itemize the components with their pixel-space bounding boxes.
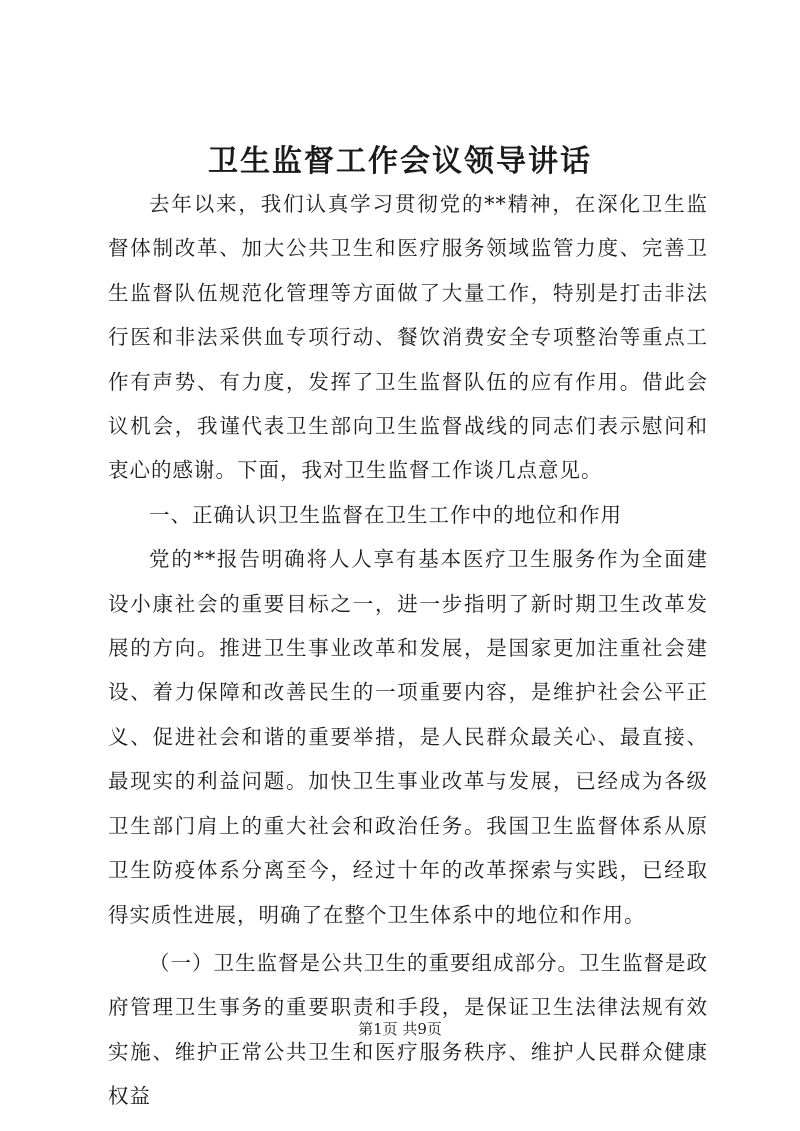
section-heading-1: 一、正确认识卫生监督在卫生工作中的地位和作用	[149, 502, 622, 527]
page-footer: 第1页 共9页	[358, 1020, 442, 1038]
document-body	[108, 182, 708, 1119]
document-title: 卫生监督工作会议领导讲话	[208, 144, 592, 179]
paragraph-intro: 去年以来，我们认真学习贯彻党的**精神，在深化卫生监督体制改革、加大公共卫生和医疗服务领域监管力度、完善卫生监督队伍规范化管理等方面做了大量工作，特别是打击非法行医和非法采供血专项行动、餐饮消费安全专项整治等重点工作有声势、有力度，发挥了卫生监督队伍的应有作用。借此会议机会，我谨代表卫生部向卫生监督战线的同志们表示慰问和衷心的感谢。下面，我对卫生监督工作谈几点意见。	[108, 192, 708, 483]
paragraph-section-1: 党的**报告明确将人人享有基本医疗卫生服务作为全面建设小康社会的重要目标之一，进一步指明了新时期卫生改革发展的方向。推进卫生事业改革和发展，是国家更加注重社会建设、着力保障和改善民生的一项重要内容，是维护社会公平正义、促进社会和谐的重要举措，是人民群众最关心、最直接、最现实的利益问题。加快卫生事业改革与发展，已经成为各级卫生部门肩上的重大社会和政治任务。我国卫生监督体系从原卫生防疫体系分离至今，经过十年的改革探索与实践，已经取得实质性进展，明确了在整个卫生体系中的地位和作用。	[108, 547, 708, 927]
paragraph-subsection-1: （一）卫生监督是公共卫生的重要组成部分。卫生监督是政府管理卫生事务的重要职责和手段，是保证卫生法律法规有效实施、维护正常公共卫生和医疗服务秩序、维护人民群众健康权益	[108, 950, 708, 1109]
